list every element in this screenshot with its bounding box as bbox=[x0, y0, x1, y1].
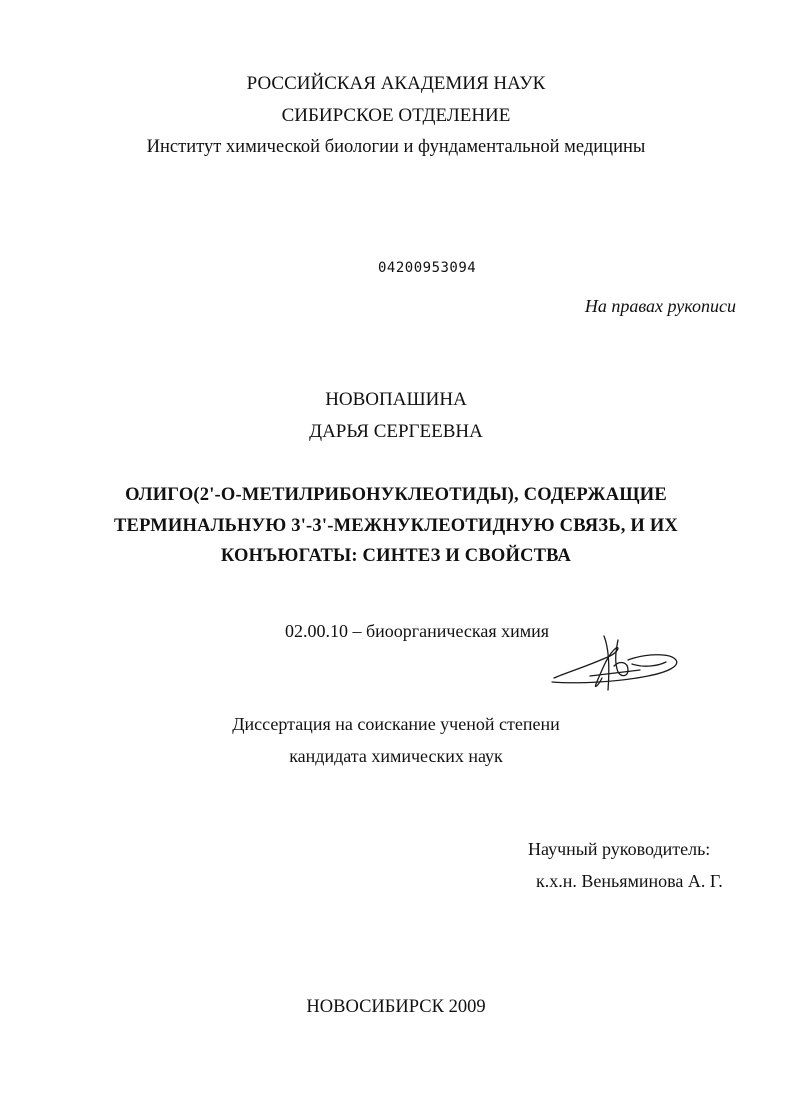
title-line: ОЛИГО(2'-О-МЕТИЛРИБОНУКЛЕОТИДЫ), СОДЕРЖАЩИЕ bbox=[125, 485, 667, 505]
dissertation-line-1: Диссертация на соискание ученой степени bbox=[232, 714, 560, 734]
advisor-name: к.х.н. Веньяминова А. Г. bbox=[536, 871, 723, 891]
academy-heading: РОССИЙСКАЯ АКАДЕМИЯ НАУК bbox=[246, 73, 546, 94]
title-line: ТЕРМИНАЛЬНУЮ 3'-3'-МЕЖНУКЛЕОТИДНУЮ СВЯЗЬ, И ИХ bbox=[114, 516, 678, 536]
library-code: 04200953094 bbox=[378, 260, 477, 276]
specialty-code: 02.00.10 – биоорганическая химия bbox=[285, 621, 550, 641]
branch-heading: СИБИРСКОЕ ОТДЕЛЕНИЕ bbox=[281, 105, 511, 126]
title-line: КОНЪЮГАТЫ: СИНТЕЗ И СВОЙСТВА bbox=[220, 546, 572, 566]
handwritten-signature bbox=[548, 626, 684, 692]
city-year: НОВОСИБИРСК 2009 bbox=[306, 997, 486, 1017]
author-surname: НОВОПАШИНА bbox=[325, 389, 467, 410]
advisor-label: Научный руководитель: bbox=[528, 839, 711, 859]
institute-heading: Институт химической биологии и фундаментальной медицины bbox=[146, 137, 646, 157]
manuscript-note: На правах рукописи bbox=[584, 296, 736, 316]
author-given-names: ДАРЬЯ СЕРГЕЕВНА bbox=[309, 421, 483, 442]
dissertation-line-2: кандидата химических наук bbox=[289, 746, 503, 766]
